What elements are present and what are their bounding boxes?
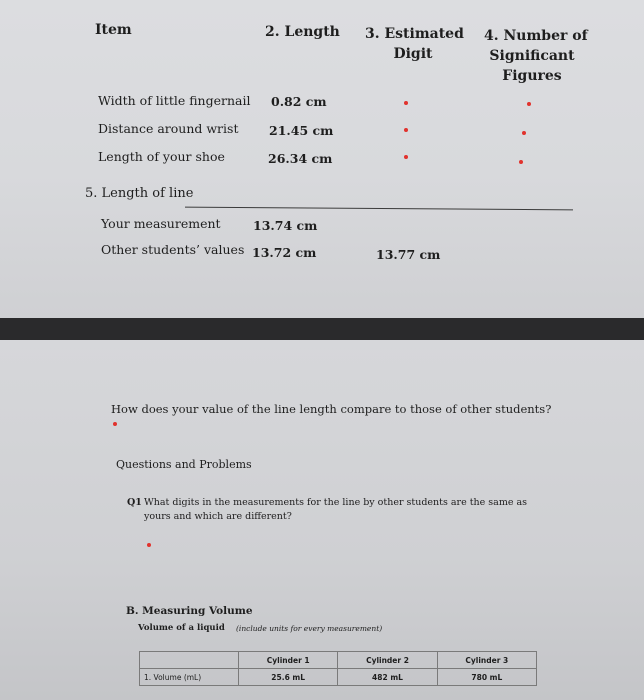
row-length-shoe: 26.34 cm [268,151,333,166]
estimated-input-marker[interactable] [404,101,408,105]
volume-col-cylinder-1: Cylinder 1 [239,652,338,669]
estimated-input-marker[interactable] [404,128,408,132]
header-item: Item [95,22,132,38]
line-to-measure [185,207,573,211]
header-sig-line3: Figures [502,68,562,84]
header-sig-line1: 4. Number of [484,28,588,44]
sig-figures-input-marker[interactable] [527,102,531,106]
volume-table [139,651,537,686]
volume-value-cylinder-1[interactable]: 25.6 mL [239,669,338,686]
q1-number: Q1 [127,497,142,508]
your-measurement-value: 13.74 cm [253,218,318,233]
line-compare-question: How does your value of the line length compare to those of other students? [111,402,552,416]
header-significant-figures [484,26,588,86]
row-item-shoe: Length of your shoe [98,149,225,164]
row-item-wrist: Distance around wrist [98,121,239,136]
volume-table-header [140,652,537,669]
other-student-value-1: 13.72 cm [252,245,317,260]
table-row [140,669,537,686]
row-length-fingernail: 0.82 cm [271,94,327,109]
sig-figures-input-marker[interactable] [519,160,523,164]
header-sig-line2: Significant [489,48,575,64]
your-measurement-label: Your measurement [101,216,221,231]
header-estimated-line1: 3. Estimated [365,26,464,42]
line-section-label: 5. Length of line [85,186,194,201]
volume-col-cylinder-3: Cylinder 3 [437,652,536,669]
liquid-volume-note: (include units for every measurement) [236,624,383,633]
answer-input-marker[interactable] [147,543,151,547]
header-estimated-line2: Digit [393,46,433,62]
volume-value-cylinder-3[interactable]: 780 mL [437,669,536,686]
worksheet-page-bottom [0,340,644,700]
volume-value-cylinder-2[interactable]: 482 mL [338,669,437,686]
header-estimated-digit [365,24,464,64]
row-item-fingernail: Width of little fingernail [98,93,251,108]
other-student-value-2: 13.77 cm [376,247,441,262]
volume-table-corner [140,652,239,669]
estimated-input-marker[interactable] [404,155,408,159]
volume-col-cylinder-2: Cylinder 2 [338,652,437,669]
questions-and-problems-title: Questions and Problems [116,458,252,471]
row-length-wrist: 21.45 cm [269,123,334,138]
sig-figures-input-marker[interactable] [522,131,526,135]
q1-text-line1: What digits in the measurements for the line by other students are the same as [144,497,528,508]
worksheet-page-top [0,0,644,318]
section-b-title: B. Measuring Volume [126,605,253,617]
volume-row-label: 1. Volume (mL) [140,669,239,686]
answer-input-marker[interactable] [113,422,117,426]
other-students-label: Other students’ values [101,242,245,257]
q1-text-line2: yours and which are different? [144,511,292,522]
header-length: 2. Length [265,24,340,40]
liquid-volume-label: Volume of a liquid [138,623,225,633]
